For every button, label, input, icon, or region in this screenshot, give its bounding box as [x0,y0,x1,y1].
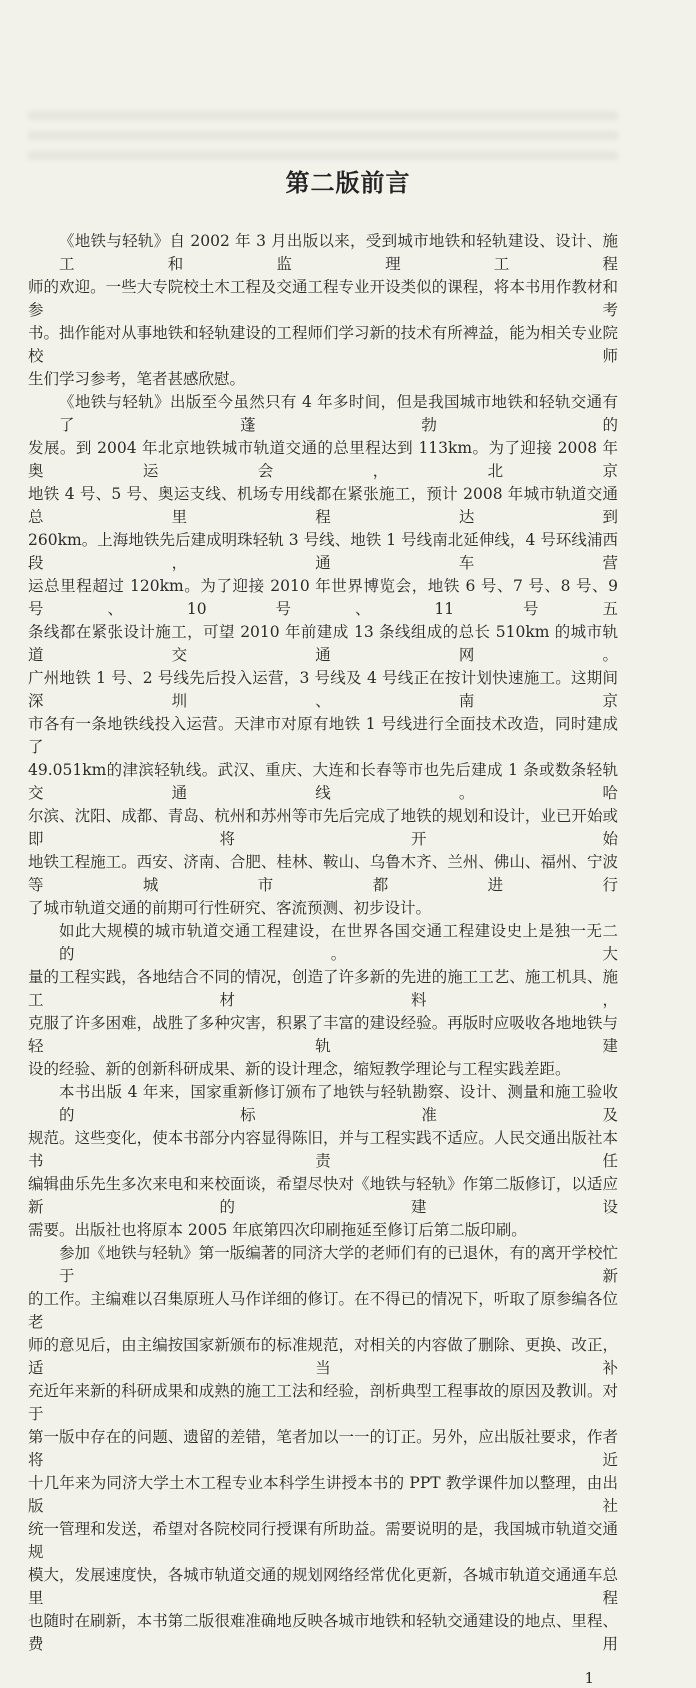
show-through-text [28,111,618,120]
text-line: 统一管理和发送，希望对各院校同行授课有所助益。需要说明的是，我国城市轨道交通规 [28,1520,618,1561]
text-line: 也随时在刷新，本书第二版很难准确地反映各城市地铁和轻轨交通建设的地点、里程、费用 [28,1612,618,1653]
page-title: 第二版前言 [285,168,411,197]
text-line: 书。拙作能对从事地铁和轻轨建设的工程师们学习新的技术有所裨益，能为相关专业院校师 [28,324,618,365]
text-line: 市各有一条地铁线投入运营。天津市对原有地铁 1 号线进行全面技术改造，同时建成了 [28,715,618,756]
text-line: 十几年来为同济大学土木工程专业本科学生讲授本书的 PPT 教学课件加以整理，由出版社 [28,1474,618,1515]
paragraph [28,1081,618,1242]
text-line: 地铁工程施工。西安、济南、合肥、桂林、鞍山、乌鲁木齐、兰州、佛山、福州、宁波等城市都进行 [28,853,618,894]
text-line: 了城市轨道交通的前期可行性研究、客流预测、初步设计。 [28,899,432,917]
text-line: 发展。到 2004 年北京地铁城市轨道交通的总里程达到 113km。为了迎接 2008 年奥运会，北京 [28,439,618,480]
text-line: 《地铁与轻轨》出版至今虽然只有 4 年多时间，但是我国城市地铁和轻轨交通有了蓬勃的 [59,393,618,434]
text-line: 规范。这些变化，使本书部分内容显得陈旧，并与工程实践不适应。人民交通出版社本书责任 [28,1129,618,1170]
text-line: 克服了许多困难，战胜了多种灾害，积累了丰富的建设经验。再版时应吸收各地地铁与轻轨建 [28,1014,618,1055]
text-line: 的工作。主编难以召集原班人马作详细的修订。在不得已的情况下，听取了原参编各位老 [28,1290,618,1331]
text-line: 设的经验、新的创新科研成果、新的设计理念，缩短教学理论与工程实践差距。 [28,1060,571,1078]
text-line: 广州地铁 1 号、2 号线先后投入运营，3 号线及 4 号线正在按计划快速施工。这期间深圳、南京 [28,669,618,710]
text-line: 本书出版 4 年来，国家重新修订颁布了地铁与轻轨勘察、设计、测量和施工验收的标准及 [59,1083,618,1124]
text-line: 运总里程超过 120km。为了迎接 2010 年世界博览会，地铁 6 号、7 号、8 号、9 号、10 号、11 号五 [28,577,618,618]
show-through-text [28,131,618,140]
page-number: 1 [584,1669,594,1687]
text-line: 量的工程实践，各地结合不同的情况，创造了许多新的先进的施工工艺、施工机具、施工材料， [28,968,618,1009]
text-line: 充近年来新的科研成果和成熟的施工工法和经验，剖析典型工程事故的原因及教训。对于 [28,1382,618,1423]
text-line: 生们学习参考，笔者甚感欣慰。 [28,370,246,388]
show-through-text [28,151,618,160]
text-line: 《地铁与轻轨》自 2002 年 3 月出版以来，受到城市地铁和轻轨建设、设计、施工和监理工程 [59,232,618,273]
text-line: 模大，发展速度快，各城市轨道交通的规划网络经常优化更新，各城市轨道交通通车总里程 [28,1566,618,1607]
text-line: 260km。上海地铁先后建成明珠轻轨 3 号线、地铁 1 号线南北延伸线，4 号环线浦西段，通车营 [28,531,618,572]
text-line: 师的欢迎。一些大专院校土木工程及交通工程专业开设类似的课程，将本书用作教材和参考 [28,278,618,319]
text-line: 师的意见后，由主编按国家新颁布的标准规范，对相关的内容做了删除、更换、改正，适当补 [28,1336,618,1377]
text-line: 尔滨、沈阳、成都、青岛、杭州和苏州等市先后完成了地铁的规划和设计，业已开始或即将开始 [28,807,618,848]
text-line: 49.051km的津滨轻轨线。武汉、重庆、大连和长春等市也先后建成 1 条或数条轻轨交通线。哈 [28,761,618,802]
paragraph [28,230,618,391]
page-content [28,230,618,1688]
text-line: 参加《地铁与轻轨》第一版编著的同济大学的老师们有的已退休，有的离开学校忙于新 [59,1244,618,1285]
paragraph [28,1242,618,1656]
text-line: 地铁 4 号、5 号、奥运支线、机场专用线都在紧张施工，预计 2008 年城市轨道交通总里程达到 [28,485,618,526]
text-line: 需要。出版社也将原本 2005 年底第四次印刷拖延至修订后第二版印刷。 [28,1221,527,1239]
paragraph [28,391,618,920]
preface-body [28,230,618,1656]
paragraph [28,920,618,1081]
text-line: 条线都在紧张设计施工，可望 2010 年前建成 13 条线组成的总长 510km 的城市轨道交通网。 [28,623,618,664]
text-line: 如此大规模的城市轨道交通工程建设，在世界各国交通工程建设史上是独一无二的。大 [59,922,618,963]
text-line: 编辑曲乐先生多次来电和来校面谈，希望尽快对《地铁与轻轨》作第二版修订，以适应新的建设 [28,1175,618,1216]
text-line: 第一版中存在的问题、遗留的差错，笔者加以一一的订正。另外，应出版社要求，作者将近 [28,1428,618,1469]
